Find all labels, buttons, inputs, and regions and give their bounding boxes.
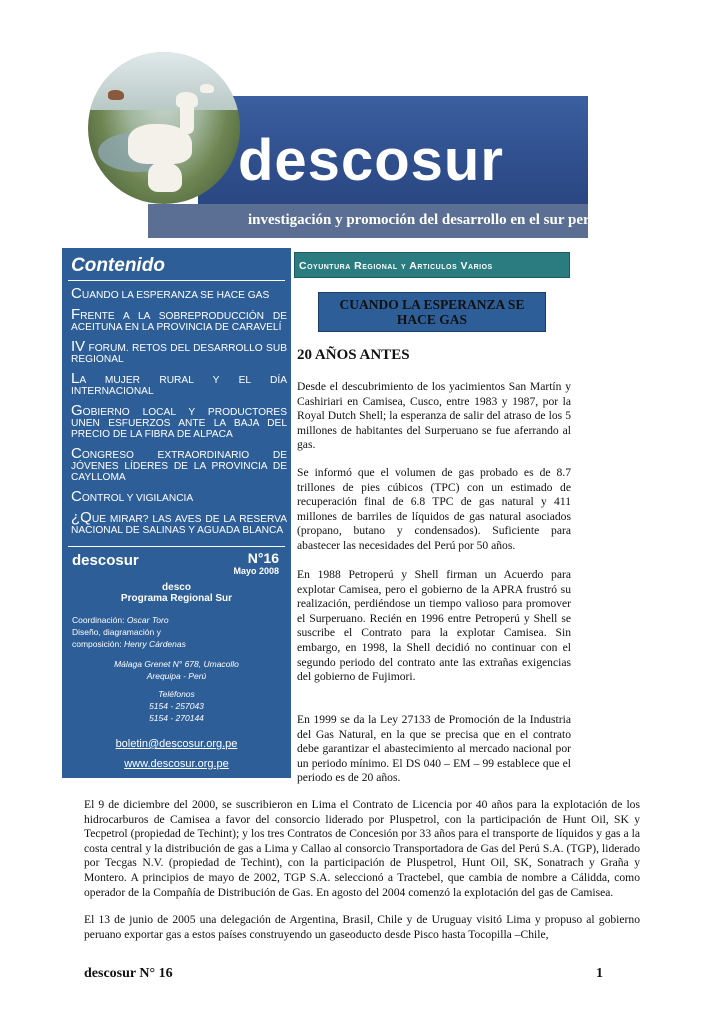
phones: Teléfonos 5154 - 257043 5154 - 270144 bbox=[149, 689, 204, 723]
article-title: CUANDO LA ESPERANZA SE HACE GAS bbox=[318, 292, 546, 332]
logo: descosur bbox=[238, 128, 504, 193]
tagline: investigación y promoción del desarrollo en el sur peruano bbox=[248, 212, 622, 228]
organization: desco Programa Regional Sur bbox=[120, 582, 233, 604]
paragraph: Desde el descubrimiento de los yacimientos San Martín y Cashiriari en Camisea, Cusco, entre 1983 y 1987, por la Royal Dutch Shell; la esperanza de salir del atraso de los 5 millones de habitantes del Surperuano se fue aferrando al gas. bbox=[297, 380, 571, 452]
alpaca-photo bbox=[88, 52, 240, 204]
issue-number: N°16 bbox=[247, 550, 279, 566]
toc-item[interactable]: ¿QUE MIRAR? LAS AVES DE LA RESERVA NACIONAL DE SALINAS Y AGUADA BLANCA bbox=[71, 509, 287, 536]
toc-item[interactable]: CONGRESO EXTRAORDINARIO DE JÓVENES LÍDERES DE LA PROVINCIA DE CAYLLOMA bbox=[71, 445, 287, 483]
paragraph: En 1999 se da la Ley 27133 de Promoción de la Industria del Gas Natural, en la que se precisa que en el contrato debe garantizar el abastecimiento al mercado nacional por un periodo mínimo. El DS 040 – EM – 99 establece que el periodo es de 20 años. bbox=[297, 713, 571, 785]
sidebar-brand: descosur bbox=[72, 552, 139, 569]
toc-item[interactable]: IV FORUM. RETOS DEL DESARROLLO SUB REGIONAL bbox=[71, 338, 287, 365]
toc-item[interactable]: CONTROL Y VIGILANCIA bbox=[71, 488, 194, 505]
section-header: Coyuntura Regional y Articulos Varios bbox=[294, 252, 570, 278]
contents-sidebar bbox=[62, 248, 291, 778]
credits: Coordinación: Oscar Toro Diseño, diagramación y composición: Henry Cárdenas bbox=[72, 615, 186, 649]
toc-item[interactable]: CUANDO LA ESPERANZA SE HACE GAS bbox=[71, 285, 270, 302]
masthead bbox=[88, 52, 622, 232]
divider bbox=[68, 280, 285, 281]
footer-issue: descosur N° 16 bbox=[84, 966, 173, 981]
contents-title: Contenido bbox=[71, 255, 165, 276]
website-link[interactable]: www.descosur.org.pe bbox=[124, 758, 229, 770]
issue-date: Mayo 2008 bbox=[233, 566, 279, 576]
article-subhead: 20 AÑOS ANTES bbox=[297, 347, 410, 363]
email-link[interactable]: boletin@descosur.org.pe bbox=[115, 738, 238, 750]
divider bbox=[68, 546, 285, 547]
paragraph: El 9 de diciembre del 2000, se suscribieron en Lima el Contrato de Licencia por 40 años para la explotación de los hidrocarburos de Camisea a favor del consorcio liderado por Pluspetrol, con la participación de Hunt Oil, SK y Tecpetrol (propiedad de Techint); y los tres Contratos de Concesión por 33 años para el transporte de líquidos y gas a la costa central y la distribución de gas a Lima y Callao al consorcio Transportadora de Gas del Perú S.A. (TGP), liderado por Tecgas N.V. (propiedad de Techint), con la participación de Pluspetrol, Hunt Oil, SK, Sonatrach y Graña y Montero. A principios de mayo de 2002, TGP S.A. seleccionó a Tractebel, que cambia de nombre a Cálidda, como operador de la Compañía de Distribución de Gas. En agosto del 2004 comenzó la explotación del gas de Camisea. bbox=[84, 798, 640, 899]
toc-item[interactable]: FRENTE A LA SOBREPRODUCCIÓN DE ACEITUNA EN LA PROVINCIA DE CARAVELÍ bbox=[71, 306, 287, 333]
paragraph: Se informó que el volumen de gas probado es de 8.7 trillones de pies cúbicos (TPC) con un estimado de recuperación final de 6.8 TPC de gas natural y 411 millones de barriles de líquidos de gas natural asociados (propano, butano y condensados). Suficiente para abastecer las necesidades del Perú por 50 años. bbox=[297, 466, 571, 552]
page-number: 1 bbox=[596, 966, 603, 981]
toc-item[interactable]: LA MUJER RURAL Y EL DÍA INTERNACIONAL bbox=[71, 370, 287, 397]
paragraph: El 13 de junio de 2005 una delegación de Argentina, Brasil, Chile y de Uruguay visitó Lima y propuso al gobierno peruano exportar gas a estos países construyendo un gaseoducto desde Pisco hasta Tocopilla –Chile, bbox=[84, 913, 640, 941]
table-of-contents bbox=[71, 285, 287, 544]
toc-item[interactable]: GOBIERNO LOCAL Y PRODUCTORES UNEN ESFUERZOS ANTE LA BAJA DEL PRECIO DE LA FIBRA DE ALPACA bbox=[71, 402, 287, 440]
paragraph: En 1988 Petroperú y Shell firman un Acuerdo para explotar Camisea, pero el gobierno de la APRA frustró su realización, perdiéndose un tiempo valioso para promover el Surperuano. Recién en 1996 entre Petroperú y Shell se suscribe el Contrato para la explotar Camisea. Sin embargo, en 1998, la Shell decidió no continuar con el segundo periodo del contrato ante las extrañas exigencias del gobierno de Fujimori. bbox=[297, 568, 571, 684]
address: Málaga Grenet N° 678, Umacollo Arequipa - Perú bbox=[114, 659, 239, 681]
